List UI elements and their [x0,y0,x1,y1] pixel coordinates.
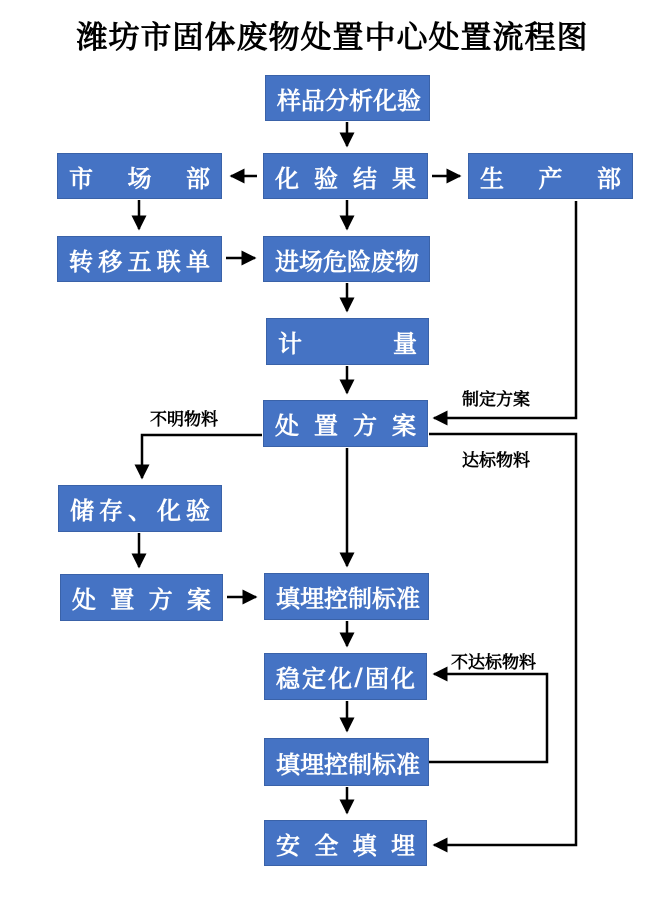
node-disposal-plan-label: 处 置 方 案 [275,412,416,440]
node-production-dept-label: 生 产 部 [480,164,621,193]
node-disposal-plan2 [60,574,223,621]
node-safe-landfill-label: 安 全 填 埋 [276,831,415,860]
node-stabilization [264,653,427,700]
arrow-unqualified-loop [429,674,547,762]
node-sample-analysis [265,75,430,121]
node-market-dept [57,153,222,199]
node-landfill-standard-label: 填 埋 控 制 标 准 [276,585,420,613]
node-market-dept-label: 市 场 部 [69,164,210,193]
node-landfill-standard2 [264,738,429,786]
node-stabilization-label: 稳 定 化 / 固 化 [276,662,415,693]
edge-label-qualified: 达标物料 [462,451,530,471]
node-test-result-label: 化 验 结 果 [275,164,416,193]
node-storage-testing-label: 储 存 、 化 验 [70,497,210,525]
edge-label-unqualified: 不达标物料 [451,653,536,673]
arrow-unknown-branch [142,435,262,478]
node-production-dept [468,153,633,199]
arrow-qualified-to-safe-landfill [429,434,576,845]
node-weighing-label: 计 量 [278,330,417,358]
node-landfill-standard [264,573,429,620]
node-transfer-manifest-label: 转 移 五 联 单 [69,247,210,276]
node-test-result [263,153,428,199]
node-storage-testing [58,485,222,532]
node-sample-analysis-label: 样 品 分 析 化 验 [277,86,421,115]
node-weighing [266,318,429,365]
edge-label-make-plan: 制定方案 [462,390,530,410]
node-landfill-standard2-label: 填 埋 控 制 标 准 [276,750,420,779]
node-transfer-manifest [57,236,222,282]
node-disposal-plan [263,400,428,447]
node-disposal-plan2-label: 处 置 方 案 [72,586,211,614]
edge-label-unknown: 不明物料 [150,410,218,430]
node-safe-landfill [264,820,427,866]
node-incoming-hazwaste [263,236,430,282]
page-title: 潍坊市固体废物处置中心处置流程图 [76,20,589,56]
node-incoming-hazwaste-label: 进 场 危 险 废 物 [275,247,419,276]
